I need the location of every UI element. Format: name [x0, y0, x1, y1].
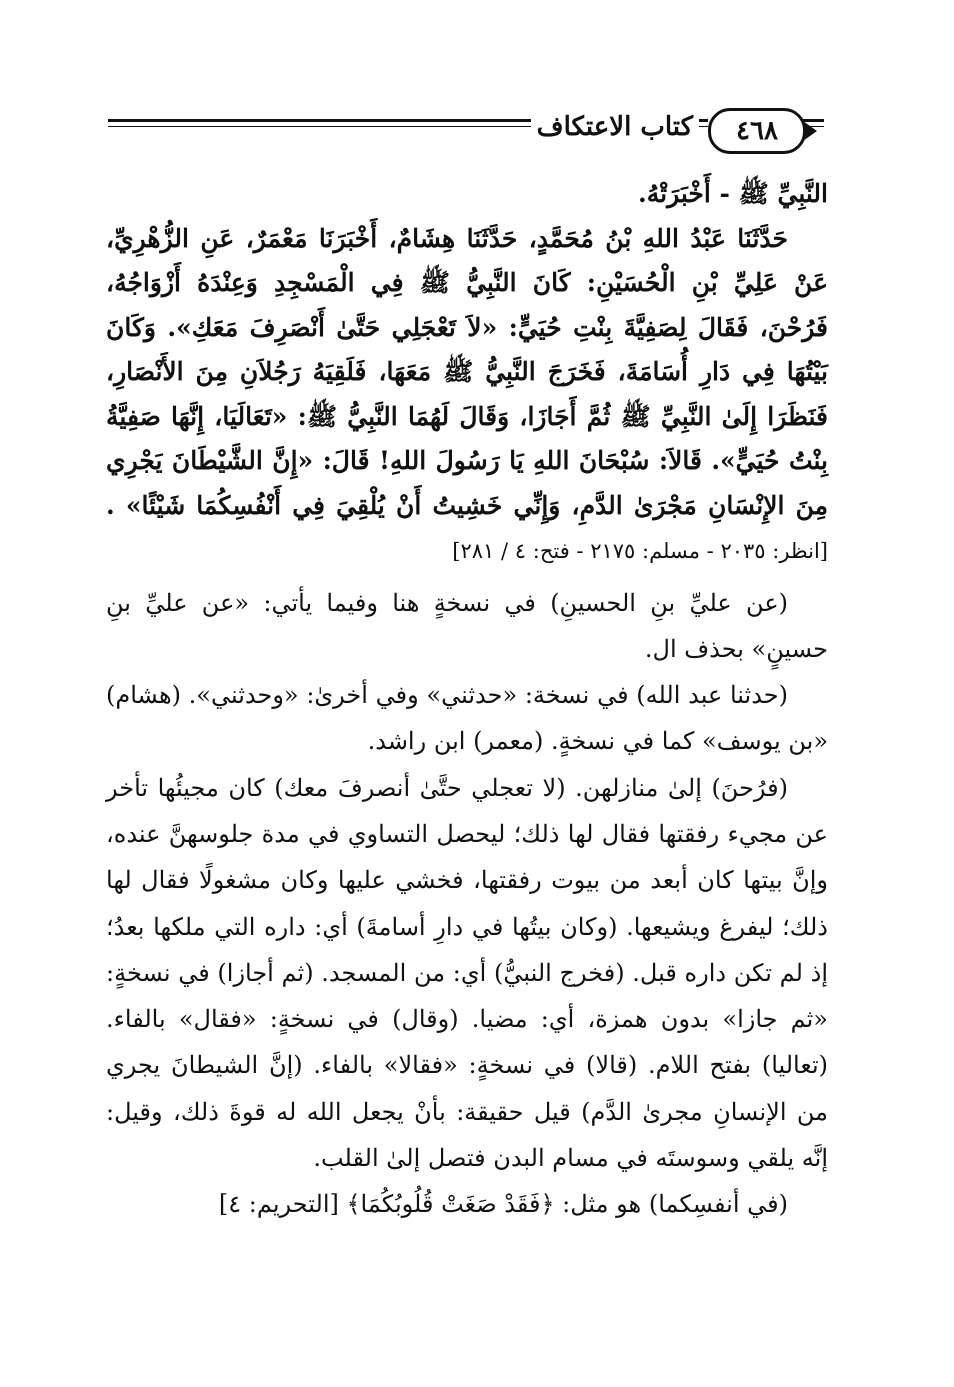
- commentary-paragraph: (حدثنا عبد الله) في نسخة: «حدثني» وفي أخرىٰ: «وحدثني». (هشام) «بن يوسف» كما في نسخةٍ. (معمر) ابن راشد.: [106, 681, 828, 756]
- hadith-body: حَدَّثَنَا عَبْدُ اللهِ بْنُ مُحَمَّدٍ، حَدَّثَنَا هِشَامٌ، أَخْبَرَنَا مَعْمَرٌ، عَنِ الزُّهْرِيِّ، عَنْ عَلِيِّ بْنِ الْحُسَيْنِ: كَانَ النَّبِيُّ ﷺ فِي الْمَسْجِدِ وَعِنْدَهُ أَزْوَاجُهُ، فَرُحْنَ، فَقَالَ لِصَفِيَّةَ بِنْتِ حُيَيٍّ: «لاَ تَعْجَلِي حَتَّىٰ أَنْصَرِفَ مَعَكِ». وَكَانَ بَيْتُهَا فِي دَارِ أُسَامَةَ، فَخَرَجَ النَّبِيُّ ﷺ مَعَهَا، فَلَقِيَهُ رَجُلاَنِ مِنَ الأَنْصَارِ، فَنَظَرَا إِلَىٰ النَّبِيِّ ﷺ ثُمَّ أَجَازَا، وَقَالَ لَهُمَا النَّبِيُّ ﷺ: «تَعَالَيَا، إِنَّهَا صَفِيَّةُ بِنْتُ حُيَيٍّ». قَالاَ: سُبْحَانَ اللهِ يَا رَسُولَ اللهِ! قَالَ: «إِنَّ الشَّيْطَانَ يَجْرِي مِنَ الإِنْسَانِ مَجْرَىٰ الدَّمِ، وَإِنِّي خَشِيتُ أَنْ يُلْقِيَ فِي أَنْفُسِكُمَا شَيْئًا» .: [106, 223, 828, 520]
- commentary-paragraph: (في أنفسِكما) هو مثل: ﴿فَقَدْ صَغَتْ قُلُوبُكُمَا﴾ [التحريم: ٤]: [218, 1190, 788, 1219]
- page-header: [108, 108, 824, 154]
- hadith-reference: [انظر: ٢٠٣٥ - مسلم: ٢١٧٥ - فتح: ٤ / ٢٨١]: [452, 539, 828, 563]
- book-title: كتاب الاعتكاف: [531, 112, 699, 142]
- hadith-text: [106, 217, 828, 574]
- commentary-block: [106, 580, 828, 1228]
- hadith-opening: النَّبِيِّ ﷺ - أَخْبَرَتْهُ.: [638, 179, 828, 208]
- page-number-badge: [708, 108, 806, 154]
- page-content: [106, 172, 828, 1228]
- commentary-paragraph: (عن عليِّ بنِ الحسينِ) في نسخةٍ هنا وفيما يأتي: «عن عليِّ بنِ حسينٍ» بحذف ال.: [106, 588, 828, 663]
- commentary-paragraph: (فرُحنَ) إلىٰ منازلهن. (لا تعجلي حتَّىٰ أنصرفَ معك) كان مجيئُها تأخر عن مجيء رفقتها فقال لها ذلك؛ ليحصل التساوي في مدة جلوسهنَّ عنده، وإنَّ بيتها كان أبعد من بيوت رفقتها، فخشي عليها وكان مشغولًا فقال لها ذلك؛ ليفرغ ويشيعها. (وكان بيتُها في دارِ أسامةَ) أي: داره التي ملكها بعدُ؛ إذ لم تكن داره قبل. (فخرج النبيُّ) أي: من المسجد. (ثم أجازا) في نسخةٍ: «ثم جازا» بدون همزة، أي: مضيا. (وقال) في نسخةٍ: «فقال» بالفاء. (تعاليا) بفتح اللام. (قالا) في نسخةٍ: «فقالا» بالفاء. (إنَّ الشيطانَ يجري من الإنسانِ مجرىٰ الدَّم) قيل حقيقة: بأنْ يجعل الله له قوةَ ذلك، وقيل: إنَّه يلقي وسوستَه في مسام البدن فتصل إلىٰ القلب.: [106, 773, 828, 1173]
- hadith-block: [106, 172, 828, 574]
- page-number: ٤٦٨: [736, 116, 778, 146]
